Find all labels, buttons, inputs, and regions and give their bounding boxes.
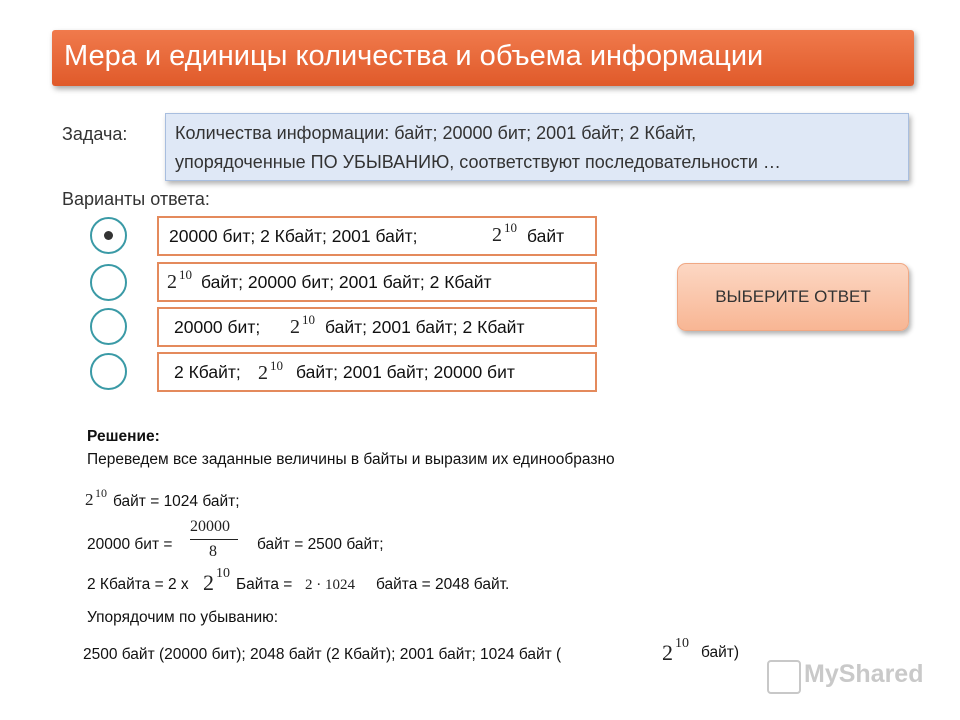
radio-selected-dot <box>104 231 113 240</box>
power-of-two: 2 10 <box>167 267 192 293</box>
answer-option-4[interactable] <box>157 352 597 392</box>
solution-line-1-tail: ; <box>235 493 240 510</box>
option-3-text-a: 20000 бит; <box>174 317 261 337</box>
option-4-text-b: байт; 2001 байт; 20000 бит <box>296 362 515 382</box>
solution-line-1-text: байт = 1024 байт <box>113 493 236 510</box>
task-line-1: Количества информации: байт; 20000 бит; 2001 байт; 2 Кбайт, <box>175 123 697 143</box>
solution-line-2-text: байт = 2500 байт <box>257 536 380 553</box>
option-1-text-a: 20000 бит; 2 Кбайт; 2001 байт; <box>169 226 418 246</box>
solution-line-1 <box>113 493 240 511</box>
page-title: Мера и единицы количества и объема информации <box>64 40 764 72</box>
option-2-text: байт; 20000 бит; 2001 байт; 2 Кбайт <box>201 272 492 292</box>
task-label: Задача: <box>62 124 128 144</box>
solution-intro: Переведем все заданные величины в байты и выразим их единообразно <box>87 451 615 468</box>
watermark-text: MyShared <box>804 660 924 688</box>
power-of-two: 2 10 <box>662 636 689 665</box>
option-1-text-b: байт <box>527 226 565 246</box>
fraction-numerator: 20000 <box>190 518 230 535</box>
power-of-two: 2 10 <box>258 358 283 384</box>
choose-answer-label: ВЫБЕРИТЕ ОТВЕТ <box>715 287 871 306</box>
answers-label: Варианты ответа: <box>62 189 210 209</box>
title-banner <box>52 30 914 86</box>
solution-line-2-tail: ; <box>379 536 384 553</box>
answer-option-2[interactable] <box>157 262 597 302</box>
solution-line-3-mid: Байта = <box>236 576 293 593</box>
solution-heading: Решение: <box>87 428 160 445</box>
task-line-2: упорядоченные ПО УБЫВАНИЮ, соответствуют последовательности … <box>175 152 781 172</box>
power-of-two: 2 10 <box>492 220 517 246</box>
watermark-logo-icon <box>767 660 801 694</box>
task-box <box>165 113 909 181</box>
answer-option-3[interactable] <box>157 307 597 347</box>
solution-order-label: Упорядочим по убыванию: <box>87 609 279 626</box>
solution-line-3-right: байта = 2048 байт. <box>376 576 510 593</box>
solution-final-b: байт) <box>701 644 740 661</box>
radio-option-1[interactable] <box>90 217 127 254</box>
option-4-text-a: 2 Кбайт; <box>174 362 241 382</box>
solution-line-2-right <box>257 536 384 554</box>
radio-option-2[interactable] <box>90 264 127 301</box>
solution-line-3-expr: 2 · 1024 <box>305 577 355 593</box>
fraction-bar <box>190 539 238 540</box>
choose-answer-button[interactable] <box>677 263 909 331</box>
radio-option-3[interactable] <box>90 308 127 345</box>
solution-line-2-left: 20000 бит = <box>87 536 173 553</box>
power-of-two: 2 10 <box>85 486 107 509</box>
answer-option-1[interactable] <box>157 216 597 256</box>
power-of-two: 2 10 <box>290 312 315 338</box>
fraction-denominator: 8 <box>209 543 217 560</box>
power-of-two: 2 10 <box>203 566 230 595</box>
radio-option-4[interactable] <box>90 353 127 390</box>
solution-line-3-left: 2 Кбайта = 2 х <box>87 576 189 593</box>
solution-final-a: 2500 байт (20000 бит); 2048 байт (2 Кбайт); 2001 байт; 1024 байт ( <box>83 646 562 663</box>
option-3-text-b: байт; 2001 байт; 2 Кбайт <box>325 317 525 337</box>
